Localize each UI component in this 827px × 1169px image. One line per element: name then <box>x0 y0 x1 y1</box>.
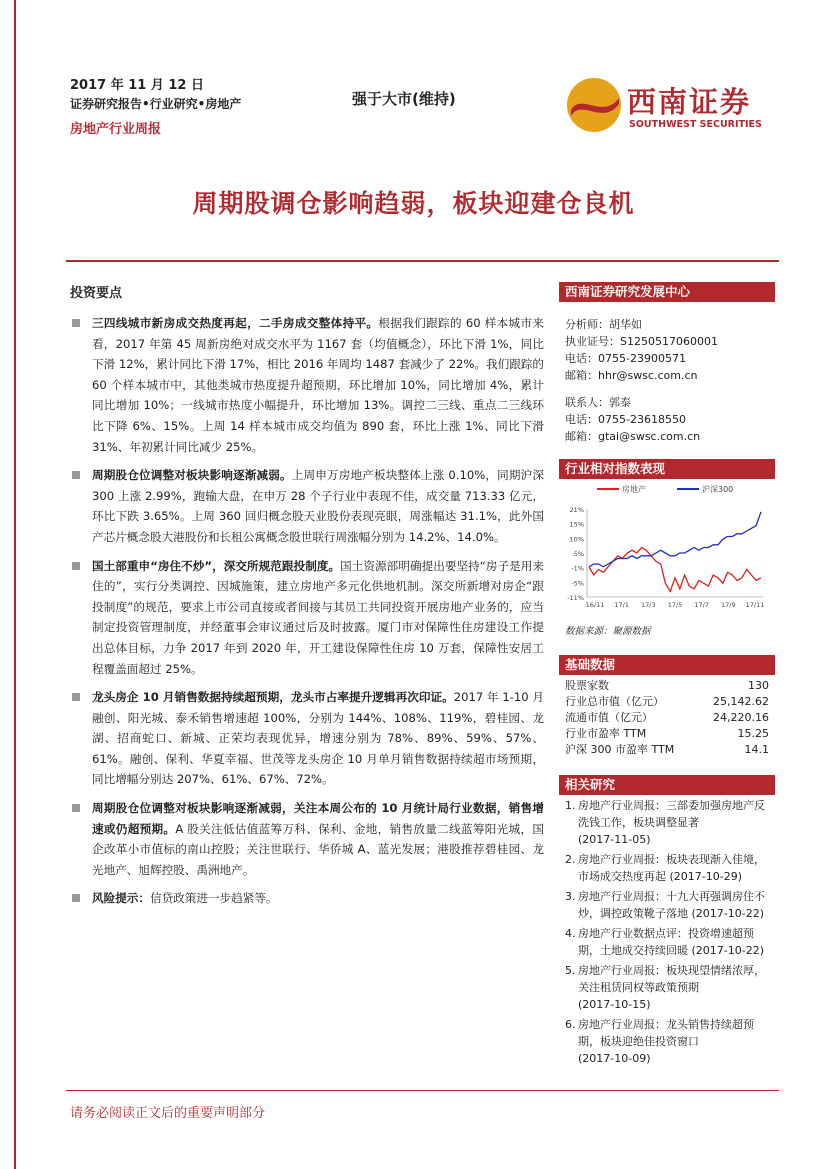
related-item[interactable] <box>565 925 771 959</box>
related-date: (2017-10-09) <box>578 1052 651 1065</box>
index-chart <box>559 479 775 621</box>
y-tick-label: 10% <box>569 535 584 544</box>
row-value: 130 <box>748 678 769 692</box>
highlight-item <box>70 465 544 547</box>
report-series: 房地产行业周报 <box>70 122 162 137</box>
analyst-line: 电话：0755-23900571 <box>565 352 686 365</box>
related-title: 房地产行业周报：板块现望情绪浓厚，关注租赁同权等政策预期 <box>578 964 765 994</box>
highlight-lead: 风险提示： <box>92 891 150 906</box>
related-date: (2017-10-22) <box>691 944 765 957</box>
contact-line: 邮箱：gtai@swsc.com.cn <box>565 430 701 443</box>
row-value: 15.25 <box>737 726 769 740</box>
related-title: 房地产行业数据点评：投资增速超预期，土地成交持续回暖 <box>578 927 754 957</box>
x-tick-label: 17/1 <box>614 601 629 609</box>
row-label: 沪深 300 市盈率 TTM <box>565 743 675 756</box>
analyst-line: 分析师：胡华如 <box>565 318 642 331</box>
related-date: (2017-11-05) <box>578 833 651 846</box>
related-research-list <box>559 795 775 1067</box>
y-tick-label: 21% <box>569 506 584 514</box>
company-logo <box>565 74 765 136</box>
report-date: 2017 年 11 月 12 日 <box>70 78 204 93</box>
related-number: 2. <box>565 853 576 866</box>
y-tick-label: 15% <box>569 520 584 529</box>
related-title: 房地产行业周报：龙头销售持续超预期，板块迎绝佳投资窗口 <box>578 1018 754 1048</box>
basic-data-heading: 基础数据 <box>559 655 775 675</box>
highlights-section <box>70 282 544 917</box>
analyst-line: 执业证号：S1250517060001 <box>565 335 718 348</box>
related-number: 6. <box>565 1018 576 1031</box>
highlight-body: 2017 年 1-10 月融创、阳光城、泰禾销售增速超 100%，分别为 144%、108%、119%，碧桂园、龙湖、招商蛇口、新城、正荣均表现优异，增速分别为 78%、89%、59%、57%、61%。融创、保利、华夏幸福、世茂等龙头房企 10 月单月销售数据持续超市场预期，同比增幅分别达 207%、61%、67%、72%。 <box>92 690 544 787</box>
research-center-heading: 西南证券研究发展中心 <box>559 282 775 302</box>
highlight-item <box>70 687 544 790</box>
series-line-realestate <box>589 548 761 592</box>
highlight-item <box>70 313 544 457</box>
row-value: 14.1 <box>744 742 769 756</box>
highlight-body: 信贷政策进一步趋紧等。 <box>149 891 278 906</box>
related-date: (2017-10-15) <box>578 998 651 1011</box>
highlight-item <box>70 556 544 680</box>
row-value: 24,220.16 <box>713 710 769 724</box>
x-tick-label: 17/11 <box>745 601 765 609</box>
title-divider <box>66 260 779 262</box>
highlight-lead: 国土部重申“房住不炒”，深交所规范跟投制度。 <box>92 558 341 573</box>
related-number: 4. <box>565 927 576 940</box>
table-row <box>559 725 775 741</box>
related-date: (2017-10-29) <box>669 870 743 883</box>
table-row <box>559 693 775 709</box>
footer-disclaimer: 请务必阅读正文后的重要声明部分 <box>70 1106 266 1121</box>
highlight-item <box>70 798 544 880</box>
related-title: 房地产行业周报：十九大再强调房住不炒，调控政策靴子落地 <box>578 890 765 920</box>
highlight-lead: 三四线城市新房成交热度再起，二手房成交整体持平。 <box>92 316 379 330</box>
analyst-info <box>559 302 775 445</box>
y-tick-label: -5% <box>571 579 584 588</box>
row-value: 25,142.62 <box>713 694 769 708</box>
left-margin-rule <box>14 0 16 1169</box>
table-row <box>559 677 775 693</box>
basic-data-table <box>559 677 775 757</box>
related-date: (2017-10-22) <box>691 907 765 920</box>
logo-cn-text: 西南证券 <box>627 85 752 119</box>
y-tick-label: -1% <box>571 564 584 573</box>
related-item[interactable] <box>565 962 771 1013</box>
x-tick-label: 17/7 <box>694 601 709 609</box>
logo-en-text: SOUTHWEST SECURITIES <box>629 119 762 130</box>
x-tick-label: 16/11 <box>585 601 605 609</box>
chart-heading: 行业相对指数表现 <box>559 459 775 479</box>
related-number: 3. <box>565 890 576 903</box>
footer-divider <box>66 1090 779 1091</box>
highlight-body: 根据我们跟踪的 60 样本城市来看，2017 年第 45 周新房绝对成交水平为 1167 套（均值概念），环比下滑 1%，同比下滑 12%，累计同比下滑 17%，相比 2016 年周均 1487 套减少了 22%。我们跟踪的 60 个样本城市中，其他类城市热度提升超预期，环比增加 10%，同比增加 4%，累计同比增加 10%；一线城市热度小幅提升，环比增加 13%。调控二三线、重点二三线环比下降 6%、15%。上周 14 样本城市成交均值为 890 套，环比上涨 1%、同比下滑 31%、年初累计同比减少 25%。 <box>92 316 544 454</box>
report-type: 证券研究报告•行业研究•房地产 <box>70 97 242 111</box>
highlight-lead: 周期股仓位调整对板块影响逐渐减弱，关注本周公布的 10 月统计局行业数据，销售增速或仍超预期。 <box>92 801 544 836</box>
bullet-square-icon <box>72 894 80 902</box>
legend-label: 沪深300 <box>702 485 734 494</box>
table-row <box>559 741 775 757</box>
bullet-square-icon <box>72 562 80 570</box>
related-title: 房地产行业周报：三部委加强房地产反洗钱工作，板块调整显著 <box>578 799 765 829</box>
sidebar <box>559 282 775 1070</box>
y-tick-label: 5% <box>573 550 584 558</box>
related-item[interactable] <box>565 1016 771 1067</box>
bullet-square-icon <box>72 693 80 701</box>
rating: 强于大市(维持) <box>352 90 456 108</box>
chart-source: 数据来源：聚源数据 <box>565 626 651 637</box>
row-label: 流通市值（亿元） <box>565 711 653 724</box>
logo-emblem-icon <box>565 74 623 136</box>
bullet-square-icon <box>72 804 80 812</box>
row-label: 行业总市值（亿元） <box>565 695 664 708</box>
highlight-lead: 周期股仓位调整对板块影响逐渐减弱。 <box>92 468 292 483</box>
row-label: 股票家数 <box>565 679 609 692</box>
related-item[interactable] <box>565 851 771 885</box>
related-research-heading: 相关研究 <box>559 775 775 795</box>
analyst-line: 邮箱：hhr@swsc.com.cn <box>565 369 698 382</box>
table-row <box>559 709 775 725</box>
legend-label: 房地产 <box>622 485 646 494</box>
highlight-body: 上周申万房地产板块整体上涨 0.10%，同期沪深 300 上涨 2.99%，跑输大盘，在申万 28 个子行业中表现不佳，成交量 713.33 亿元，环比下跌 3.65%。上周 360 回归概念股天业股份表现亮眼，周涨幅达 31.1%，此外国产芯片概念股大港股份和长租公寓概念股世联行周涨幅分别为 14.2%、14.0%。 <box>92 468 544 544</box>
highlight-item <box>70 888 544 909</box>
contact-line: 电话：0755-23618550 <box>565 413 686 426</box>
x-tick-label: 17/5 <box>667 601 683 609</box>
related-number: 1. <box>565 799 576 812</box>
related-title: 房地产行业周报：板块表现渐入佳境，市场成交热度再起 <box>578 853 765 883</box>
x-tick-label: 17/9 <box>721 601 736 609</box>
related-item[interactable] <box>565 797 771 848</box>
bullet-square-icon <box>72 319 80 327</box>
contact-line: 联系人：郭泰 <box>565 396 631 409</box>
highlight-body: 国土资源部明确提出要坚持“房子是用来住的”，实行分类调控、因城施策，建立房地产多元化供地机制。深交所新增对房企“跟投制度”的规范，要求上市公司直接或者间接与其员工共同投资开展房地产业务的，应当制定投资管理制度，并经董事会审议通过后及时披露。厦门市对保障性住房建设工作提出总体目标，力争 2017 年到 2020 年，开工建设保障性住房 10 万套，保障性安居工程覆盖面超过 25%。 <box>92 558 544 676</box>
highlight-lead: 龙头房企 10 月销售数据持续超预期，龙头市占率提升逻辑再次印证。 <box>92 690 454 705</box>
bullet-square-icon <box>72 471 80 479</box>
row-label: 行业市盈率 TTM <box>565 727 647 740</box>
index-chart-svg <box>559 479 775 617</box>
highlight-body: A 股关注低估值蓝筹万科、保利、金地，销售放量二线蓝筹阳光城，国企改革小市值标的南山控股；关注世联行、华侨城 A、蓝光发展；港股推荐碧桂园、龙光地产、旭辉控股、禹洲地产。 <box>92 821 544 877</box>
report-title: 周期股调仓影响趋弱，板块迎建仓良机 <box>192 189 635 218</box>
related-number: 5. <box>565 964 576 977</box>
y-tick-label: -11% <box>567 594 584 602</box>
highlights-heading: 投资要点 <box>70 286 123 301</box>
x-tick-label: 17/3 <box>641 601 656 609</box>
related-item[interactable] <box>565 888 771 922</box>
